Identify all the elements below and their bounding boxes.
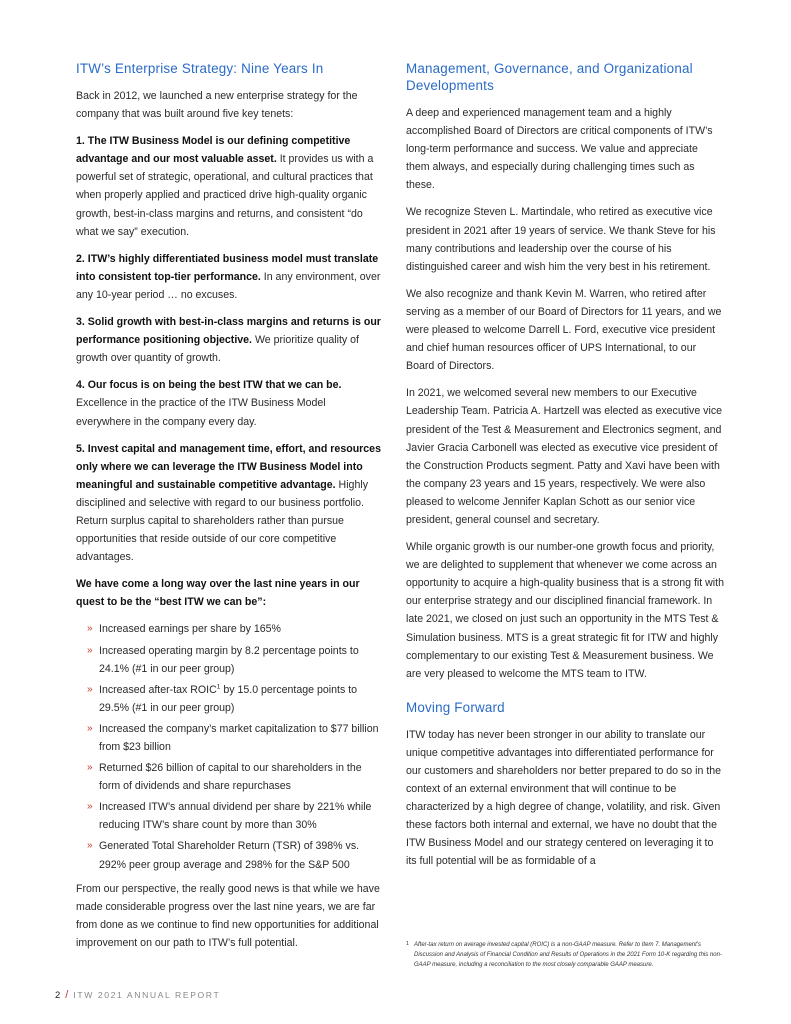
footnote-text: After-tax return on average invested capital (ROIC) is a non-GAAP measure. Refer to Item 7. Management’s Discussion and Analysis of Financial Condition and Results of Operations in the 2021 Form 10-K regarding this non-GAAP measure, including a reconciliation to the most closely comparable GAAP measure. — [414, 942, 722, 968]
footnote-number: 1 — [406, 941, 410, 947]
achievements-list — [76, 620, 382, 873]
list-item: » Returned $26 billion of capital to our shareholders in the form of dividends and share repurchases — [76, 759, 382, 795]
list-item: » Increased after-tax ROIC$^1$ by 15.0 percentage points to 29.5% (#1 in our peer group) — [76, 681, 382, 717]
tenet-4-text: Excellence in the practice of the ITW Business Model everywhere in the company every day. — [76, 397, 326, 428]
leadership-paragraph: In 2021, we welcomed several new members to our Executive Leadership Team. Patricia A. Hartzell was elected as executive vice president of the Test & Measurement and Electronics segment, and Javier Gracia Carbonell was elected as executive vice president of the Construction Products segment. Patty and Xavi have been with the company 23 years and 15 years, respectively. We were also pleased to welcome Jennifer Kaplan Schott as our senior vice president, general counsel and secretary. — [406, 387, 723, 526]
tenet-3 — [76, 313, 382, 367]
tenet-4 — [76, 376, 382, 430]
acquisition-paragraph: While organic growth is our number-one growth focus and priority, we are delighted to supplement that whenever we come across an opportunity to acquire a high-quality business that is a strong fit with our enterprise strategy and our disciplined financial framework. In late 2021, we closed on just such an opportunity in the MTS Test & Simulation business. MTS is a great strategic fit for ITW and highly complementary to our existing Test & Measurement business. We are very pleased to welcome the MTS team to ITW. — [406, 541, 724, 680]
moving-forward-paragraph: ITW today has never been stronger in our ability to translate our unique competitive advantages into differentiated performance for our customers and shareholders nor better prepared to do so in the context of an external environment that will continue to be characterized by a high degree of change, volatility, and risk. Given these factors both internal and external, we have no doubt that the ITW Business Model and our strategy centered on leveraging it to its full potential will be as formidable of a — [406, 728, 722, 868]
strategy-intro: Back in 2012, we launched a new enterprise strategy for the company that was built around five key tenets: — [76, 90, 358, 121]
tenet-1-text: It provides us with a powerful set of strategic, operational, and cultural practices that when properly applied and practiced drive high-quality organic growth, best-in-class margins and returns, and consistent “do what we say” execution. — [76, 153, 374, 238]
list-item: » Generated Total Shareholder Return (TSR) of 398% vs. 292% peer group average and 298% for the S&P 500 — [76, 837, 382, 873]
tenet-1-bold: 1. The ITW Business Model is our defining competitive advantage and our most valuable asset. — [76, 135, 351, 166]
left-column — [76, 60, 382, 961]
list-item: » Increased ITW’s annual dividend per share by 221% while reducing ITW’s share count by more than 30% — [76, 798, 382, 834]
footer-divider: / — [65, 989, 69, 1001]
tenet-2-text: In any environment, over any 10-year period … no excuses. — [76, 270, 381, 301]
bullet-icon: » — [87, 801, 93, 813]
page-number: 2 — [55, 990, 61, 1001]
closing-paragraph: From our perspective, the really good news is that while we have made considerable progress over the last nine years, we are far from done as we continue to find new opportunities for additional improvement on our path to ITW’s full potential. — [76, 882, 380, 949]
strategy-heading: ITW’s Enterprise Strategy: Nine Years In — [76, 61, 324, 76]
tenet-3-text: We prioritize quality of growth over quantity of growth. — [76, 334, 359, 365]
bullet-icon: » — [87, 762, 93, 774]
tenet-5-bold: 5. Invest capital and management time, effort, and resources only where we can leverage the ITW Business Model into meaningful and sustainable competitive advantage. — [76, 442, 381, 491]
right-column — [406, 60, 724, 880]
bullet-icon: » — [87, 722, 93, 734]
page-footer — [55, 989, 220, 1001]
bullet-icon: » — [87, 683, 93, 695]
tenet-1 — [76, 132, 382, 241]
tenet-4-bold: 4. Our focus is on being the best ITW that we can be. — [76, 379, 342, 392]
bullet-icon: » — [87, 623, 93, 635]
board-paragraph: We also recognize and thank Kevin M. Warren, who retired after serving as a member of our Board of Directors for 11 years, and we were pleased to welcome Darrell L. Ford, executive vice president and chief human resources officer of UPS International, to our Board of Directors. — [406, 287, 722, 373]
bullet-icon: » — [87, 840, 93, 852]
tenet-2-bold: 2. ITW’s highly differentiated business model must translate into consistent top-tier performance. — [76, 252, 379, 283]
progress-lead: We have come a long way over the last nine years in our quest to be the “best ITW we can be”: — [76, 578, 360, 609]
list-item: » Increased operating margin by 8.2 percentage points to 24.1% (#1 in our peer group) — [76, 642, 382, 678]
bullet-icon: » — [87, 644, 93, 656]
tenet-2 — [76, 250, 382, 304]
tenet-3-bold: 3. Solid growth with best-in-class margins and returns is our performance positioning objective. — [76, 316, 381, 347]
tenet-5-text: Highly disciplined and selective with regard to our business portfolio. Return surplus capital to shareholders rather than pursue opportunities that reside outside of our core competitive advantages. — [76, 478, 368, 564]
list-item: » Increased earnings per share by 165% — [76, 620, 382, 638]
footnote-ref: 1 — [216, 683, 221, 691]
moving-forward-heading: Moving Forward — [406, 699, 505, 715]
management-heading: Management, Governance, and Organizational Developments — [406, 61, 693, 93]
management-paragraph: A deep and experienced management team and a highly accomplished Board of Directors are critical components of ITW’s long-term performance and success. We value and appreciate them always, and especially during challenging times such as these. — [406, 107, 713, 192]
footnote — [406, 940, 722, 970]
report-label: ITW 2021 ANNUAL REPORT — [73, 990, 221, 1000]
list-item: » Increased the company’s market capitalization to $77 billion from $23 billion — [76, 720, 382, 756]
martindale-paragraph: We recognize Steven L. Martindale, who retired as executive vice president in 2021 after 19 years of service. We thank Steve for his many contributions and leadership over the course of his distinguished career and wish him the very best in his retirement. — [406, 206, 716, 273]
tenet-5 — [76, 440, 382, 567]
